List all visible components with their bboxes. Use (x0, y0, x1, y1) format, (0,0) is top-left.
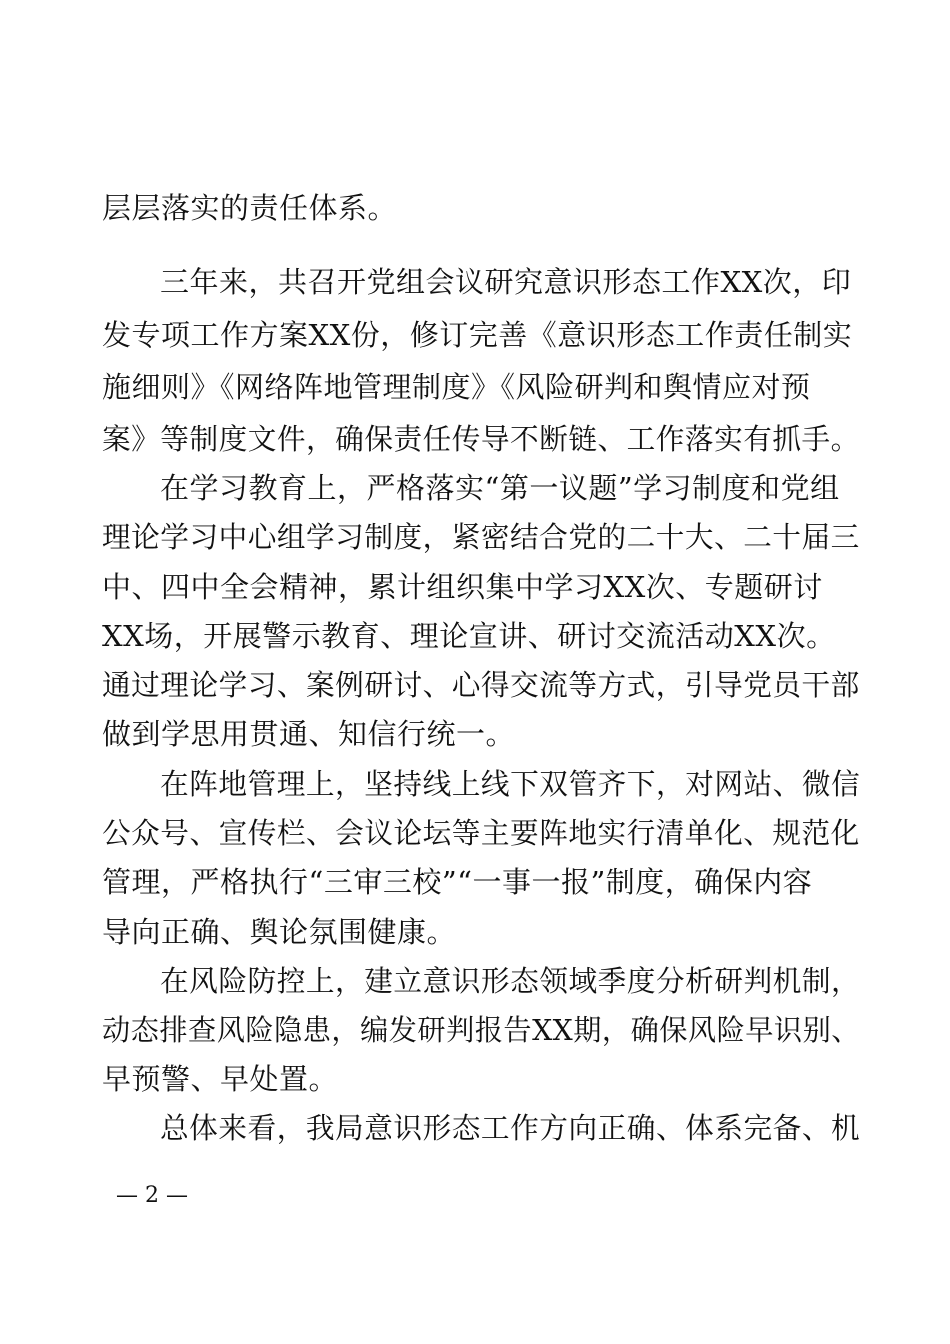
text-line-16: 在风险防控上，建立意识形态领域季度分析研判机制， (160, 964, 861, 998)
text-line-11: 做到学思用贯通、知信行统一。 (102, 717, 516, 751)
text-line-3: 发专项工作方案XX份，修订完善《意识形态工作责任制实 (102, 318, 853, 352)
text-line-13: 公众号、宣传栏、会议论坛等主要阵地实行清单化、规范化 (102, 816, 860, 850)
text-line-4: 施细则》《网络阵地管理制度》《风险研判和舆情应对预 (102, 370, 811, 404)
text-line-1: 层层落实的责任体系。 (102, 191, 398, 225)
text-line-8: 中、四中全会精神，累计组织集中学习XX次、专题研讨 (102, 570, 823, 604)
text-line-9: XX场，开展警示教育、理论宣讲、研讨交流活动XX次。 (102, 619, 836, 653)
text-line-10: 通过理论学习、案例研讨、心得交流等方式，引导党员干部 (102, 668, 860, 702)
text-line-19: 总体来看，我局意识形态工作方向正确、体系完备、机 (160, 1111, 861, 1145)
text-line-15: 导向正确、舆论氛围健康。 (102, 915, 457, 949)
text-line-14: 管理，严格执行“三审三校”“一事一报”制度，确保内容 (102, 865, 813, 899)
text-line-18: 早预警、早处置。 (102, 1062, 339, 1096)
page-number: — 2 — (116, 1183, 188, 1208)
text-line-12: 在阵地管理上，坚持线上线下双管齐下，对网站、微信 (160, 767, 861, 801)
text-line-7: 理论学习中心组学习制度，紧密结合党的二十大、二十届三 (102, 520, 860, 554)
text-line-6: 在学习教育上，严格落实“第一议题”学习制度和党组 (160, 471, 840, 505)
text-line-5: 案》等制度文件，确保责任传导不断链、工作落实有抓手。 (102, 422, 860, 456)
text-line-17: 动态排查风险隐患，编发研判报告XX期，确保风险早识别、 (102, 1013, 860, 1047)
text-line-2: 三年来，共召开党组会议研究意识形态工作XX次，印 (160, 265, 852, 299)
